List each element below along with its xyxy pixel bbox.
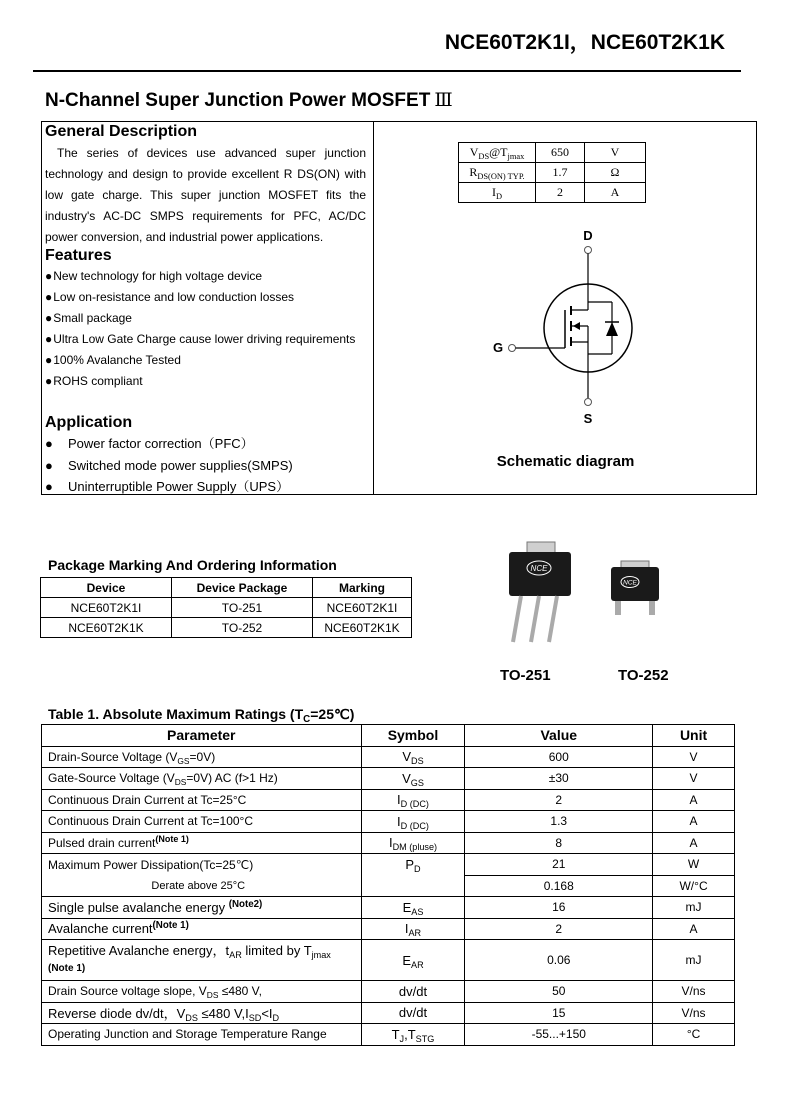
table-header-row xyxy=(42,725,735,747)
table-row xyxy=(41,618,412,638)
bullet-icon: ● xyxy=(45,457,53,473)
param-cell: Avalanche current$^{(Note 1)}$ xyxy=(42,918,362,940)
table-row xyxy=(42,940,735,981)
feature-item: ● Ultra Low Gate Charge cause lower driving requirements xyxy=(45,329,355,350)
spec-param: $V_{DS}@T_{jmax}$ xyxy=(459,143,536,163)
param-cell: Single pulse avalanche energy $^{(Note2)}$ xyxy=(42,897,362,919)
symbol-cell: $V_{GS}$ xyxy=(361,768,465,790)
table-row xyxy=(42,897,735,919)
unit-cell: W/°C xyxy=(653,875,735,897)
value-cell: 21 xyxy=(465,854,653,876)
value-cell: 2 xyxy=(465,918,653,940)
param-cell: Drain-Source Voltage $(V_{GS}=0V)$ xyxy=(42,746,362,768)
spec-row xyxy=(459,143,646,163)
table-row xyxy=(42,811,735,833)
table-row xyxy=(42,875,735,897)
table-cell: NCE60T2K1I xyxy=(41,598,172,618)
to251-label: TO-251 xyxy=(500,667,551,684)
value-cell: 2 xyxy=(465,789,653,811)
header-part-numbers: NCE60T2K1I，NCE60T2K1K xyxy=(444,31,725,54)
spec-unit: V xyxy=(585,143,646,163)
unit-cell: A xyxy=(653,918,735,940)
value-cell: 50 xyxy=(465,981,653,1003)
schematic-caption: Schematic diagram xyxy=(496,453,635,470)
spec-value: 2 xyxy=(536,183,585,203)
spec-row xyxy=(459,163,646,183)
drain-label: D xyxy=(583,228,593,243)
unit-cell: mJ xyxy=(653,940,735,981)
table-row xyxy=(42,981,735,1003)
symbol-cell: $T_J,T_{STG}$ xyxy=(361,1024,465,1046)
param-cell: Maximum Power Dissipation(Tc=25℃) xyxy=(42,854,362,876)
param-cell: Reverse diode dv/dt，$V_{DS} \le 480$ $V,I_{SD}<I_D$ xyxy=(42,1002,362,1024)
column-header: Device Package xyxy=(172,578,313,598)
unit-cell: W xyxy=(653,854,735,876)
abs-max-table xyxy=(41,724,735,1046)
spec-value: 650 xyxy=(536,143,585,163)
table-row xyxy=(42,789,735,811)
param-cell: Continuous Drain Current at Tc=25°C xyxy=(42,789,362,811)
table-cell: NCE60T2K1I xyxy=(313,598,412,618)
table-row xyxy=(42,854,735,876)
logo-text: NCE xyxy=(530,564,548,573)
feature-item: ● 100% Avalanche Tested xyxy=(45,350,355,371)
symbol-cell: $I_{D (DC)}$ xyxy=(361,789,465,811)
mosfet-schematic-icon xyxy=(480,222,680,432)
unit-cell: V xyxy=(653,746,735,768)
column-header: Parameter xyxy=(42,725,362,747)
table-row xyxy=(42,1002,735,1024)
value-cell: 16 xyxy=(465,897,653,919)
param-cell: Pulsed drain current$^{(Note 1)}$ xyxy=(42,832,362,854)
feature-item: ● Low on-resistance and low conduction losses xyxy=(45,287,355,308)
to251-package-icon xyxy=(495,538,585,648)
param-cell: Repetitive Avalanche energy，$t_{AR}$ limited by $T_{jmax}$ (Note 1) xyxy=(42,940,362,981)
symbol-cell: $I_{DM (pluse)}$ xyxy=(361,832,465,854)
table-row xyxy=(42,1024,735,1046)
table-cell: NCE60T2K1K xyxy=(41,618,172,638)
application-list xyxy=(45,433,293,498)
spec-param: $I_D$ xyxy=(459,183,536,203)
general-description-heading: General Description xyxy=(45,123,198,140)
application-item: ● Switched mode power supplies(SMPS) xyxy=(45,455,293,477)
value-cell: ±30 xyxy=(465,768,653,790)
features-list xyxy=(45,266,355,392)
general-description-body: The series of devices use advanced super junction technology and design to provide excellent R DS(ON) with low gate charge. This super junction MOSFET fits the industry's AC-DC SMPS requirements for PFC, AC/DC power conversion, and industrial power applications. xyxy=(45,146,366,244)
value-cell: 15 xyxy=(465,1002,653,1024)
bullet-icon: ● xyxy=(45,479,53,494)
features-heading: Features xyxy=(45,247,112,264)
table-cell: TO-252 xyxy=(172,618,313,638)
title-generation: Ⅲ xyxy=(434,89,453,111)
to252-package-icon xyxy=(605,555,665,620)
application-item: ● Uninterruptible Power Supply（UPS） xyxy=(45,476,293,498)
unit-cell: V/ns xyxy=(653,1002,735,1024)
param-cell: Derate above 25°C xyxy=(42,875,362,897)
value-cell: 8 xyxy=(465,832,653,854)
unit-cell: mJ xyxy=(653,897,735,919)
column-header: Marking xyxy=(313,578,412,598)
page-title xyxy=(45,89,453,112)
table-row xyxy=(42,832,735,854)
feature-item: ● ROHS compliant xyxy=(45,371,355,392)
table-row xyxy=(42,746,735,768)
symbol-cell: $P_D$ xyxy=(361,854,465,876)
spec-param: $R_{DS(ON) TYP.}$ xyxy=(459,163,536,183)
header-rule xyxy=(33,70,741,72)
gate-label: G xyxy=(493,340,504,355)
column-header: Value xyxy=(465,725,653,747)
spec-unit: Ω xyxy=(585,163,646,183)
spec-value: 1.7 xyxy=(536,163,585,183)
general-description-text xyxy=(45,143,366,248)
description-divider xyxy=(373,121,374,495)
unit-cell: A xyxy=(653,832,735,854)
application-item: ● Power factor correction（PFC） xyxy=(45,433,293,455)
symbol-cell: $E_{AR}$ xyxy=(361,940,465,981)
bullet-icon: ● xyxy=(45,436,53,451)
symbol-cell: $E_{AS}$ xyxy=(361,897,465,919)
to252-label: TO-252 xyxy=(618,667,669,684)
symbol-cell xyxy=(361,875,465,897)
package-marking-table xyxy=(40,577,412,638)
symbol-cell: dv/dt xyxy=(361,981,465,1003)
spec-unit: A xyxy=(585,183,646,203)
table-cell: TO-251 xyxy=(172,598,313,618)
symbol-cell: $V_{DS}$ xyxy=(361,746,465,768)
key-specs-table xyxy=(458,142,646,203)
table-row xyxy=(42,918,735,940)
column-header: Device xyxy=(41,578,172,598)
source-label: S xyxy=(583,411,593,426)
feature-item: ● New technology for high voltage device xyxy=(45,266,355,287)
unit-cell: V/ns xyxy=(653,981,735,1003)
table-row xyxy=(42,768,735,790)
param-cell: Operating Junction and Storage Temperature Range xyxy=(42,1024,362,1046)
value-cell: 0.168 xyxy=(465,875,653,897)
unit-cell: °C xyxy=(653,1024,735,1046)
svg-text:NCE: NCE xyxy=(623,579,637,587)
symbol-cell: $I_{D (DC)}$ xyxy=(361,811,465,833)
spec-row xyxy=(459,183,646,203)
abs-max-title: Table 1. Absolute Maximum Ratings $(T_C=25℃)$ xyxy=(48,706,355,725)
value-cell: -55...+150 xyxy=(465,1024,653,1046)
unit-cell: V xyxy=(653,768,735,790)
param-cell: Continuous Drain Current at Tc=100°C xyxy=(42,811,362,833)
symbol-cell: $I_{AR}$ xyxy=(361,918,465,940)
value-cell: 600 xyxy=(465,746,653,768)
application-heading: Application xyxy=(45,414,133,431)
package-marking-title: Package Marking And Ordering Information xyxy=(48,557,337,573)
table-header-row xyxy=(41,578,412,598)
table-cell: NCE60T2K1K xyxy=(313,618,412,638)
param-cell: Drain Source voltage slope, $V_{DS} \le 480$ V, xyxy=(42,981,362,1003)
param-cell: Gate-Source Voltage $(V_{DS}=0V)$ AC (f>1 Hz) xyxy=(42,768,362,790)
feature-item: ● Small package xyxy=(45,308,355,329)
symbol-cell: dv/dt xyxy=(361,1002,465,1024)
column-header: Unit xyxy=(653,725,735,747)
unit-cell: A xyxy=(653,789,735,811)
column-header: Symbol xyxy=(361,725,465,747)
title-text: N-Channel Super Junction Power MOSFET xyxy=(45,90,431,111)
table-row xyxy=(41,598,412,618)
value-cell: 0.06 xyxy=(465,940,653,981)
value-cell: 1.3 xyxy=(465,811,653,833)
unit-cell: A xyxy=(653,811,735,833)
